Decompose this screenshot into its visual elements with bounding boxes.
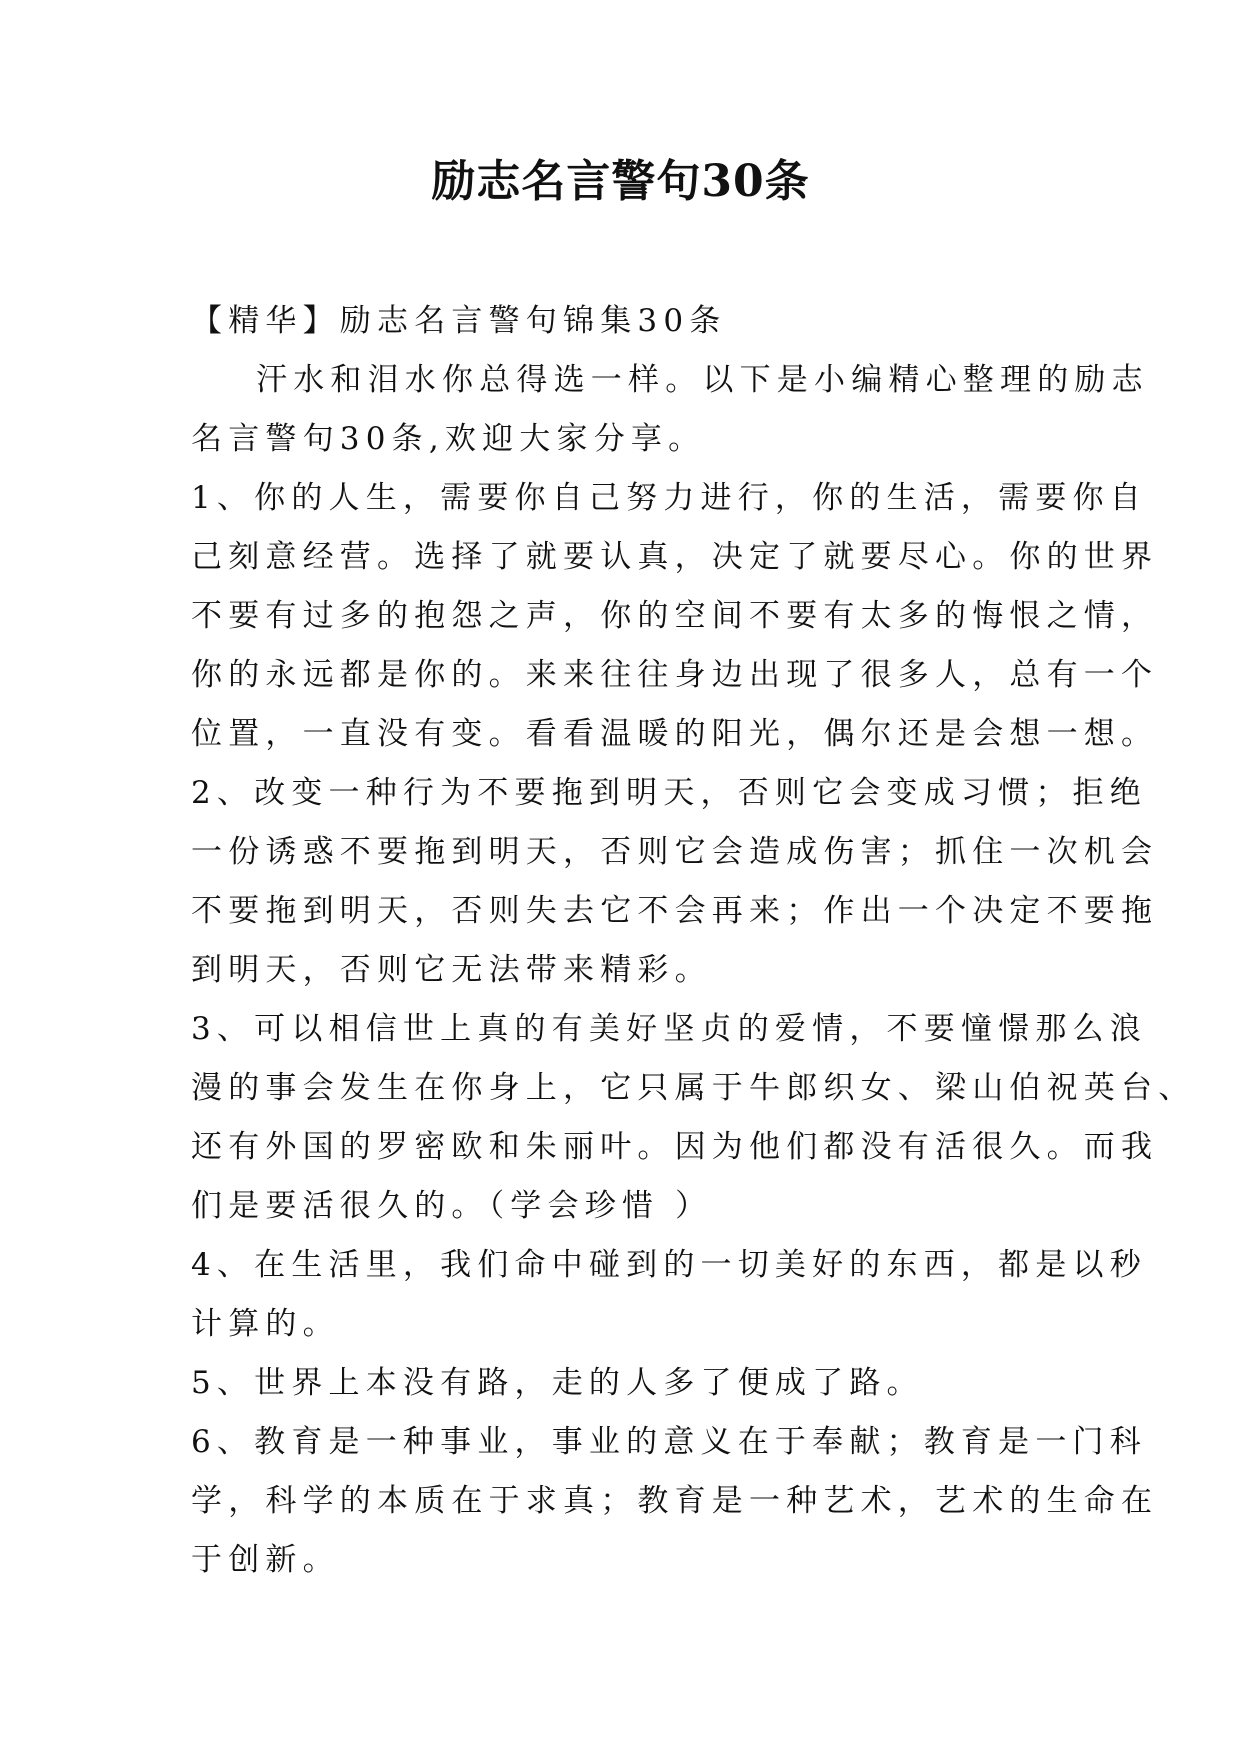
quote-line: 一份诱惑不要拖到明天，否则它会造成伤害；抓住一次机会	[191, 834, 1159, 870]
quote-item-4	[191, 1236, 1147, 1354]
quote-line: 到明天，否则它无法带来精彩。	[191, 952, 712, 988]
quote-line: 2、改变一种行为不要拖到明天，否则它会变成习惯；拒绝	[191, 775, 1147, 811]
quote-line: 学，科学的本质在于求真；教育是一种艺术，艺术的生命在	[191, 1483, 1159, 1519]
quote-line: 你的永远都是你的。来来往往身边出现了很多人，总有一个	[191, 657, 1159, 693]
subtitle: 【精华】励志名言警句锦集30条	[191, 303, 727, 339]
quote-item-3	[191, 1000, 1196, 1236]
quote-line: 于创新。	[191, 1542, 340, 1578]
quote-line: 们是要活很久的。（学会珍惜 ）	[191, 1188, 713, 1224]
document-body	[191, 292, 1196, 1590]
quote-item-6	[191, 1413, 1159, 1590]
quote-line: 4、在生活里，我们命中碰到的一切美好的东西，都是以秒	[191, 1247, 1147, 1283]
intro-line: 名言警句30条,欢迎大家分享。	[191, 421, 706, 457]
quote-line: 3、可以相信世上真的有美好坚贞的爱情，不要憧憬那么浪	[191, 1011, 1147, 1047]
quote-line: 漫的事会发生在你身上，它只属于牛郎织女、梁山伯祝英台、	[191, 1070, 1196, 1106]
document-title: 励志名言警句30条	[431, 156, 810, 207]
quote-item-5	[191, 1354, 1071, 1413]
quote-item-2	[191, 764, 1159, 1000]
quote-line: 还有外国的罗密欧和朱丽叶。因为他们都没有活很久。而我	[191, 1129, 1159, 1165]
quote-line: 位置，一直没有变。看看温暖的阳光，偶尔还是会想一想。	[191, 716, 1159, 752]
quote-item-1	[191, 469, 1159, 764]
quote-line: 6、教育是一种事业，事业的意义在于奉献；教育是一门科	[191, 1424, 1147, 1460]
quote-line: 计算的。	[191, 1306, 340, 1342]
intro-line: 汗水和泪水你总得选一样。以下是小编精心整理的励志	[256, 362, 1149, 398]
quote-line: 己刻意经营。选择了就要认真，决定了就要尽心。你的世界	[191, 539, 1159, 575]
quote-line: 不要有过多的抱怨之声，你的空间不要有太多的悔恨之情，	[191, 598, 1159, 634]
quote-line: 5、世界上本没有路，走的人多了便成了路。	[191, 1365, 924, 1401]
quote-line: 不要拖到明天，否则失去它不会再来；作出一个决定不要拖	[191, 893, 1159, 929]
quote-line: 1、你的人生，需要你自己努力进行，你的生活，需要你自	[191, 480, 1147, 516]
